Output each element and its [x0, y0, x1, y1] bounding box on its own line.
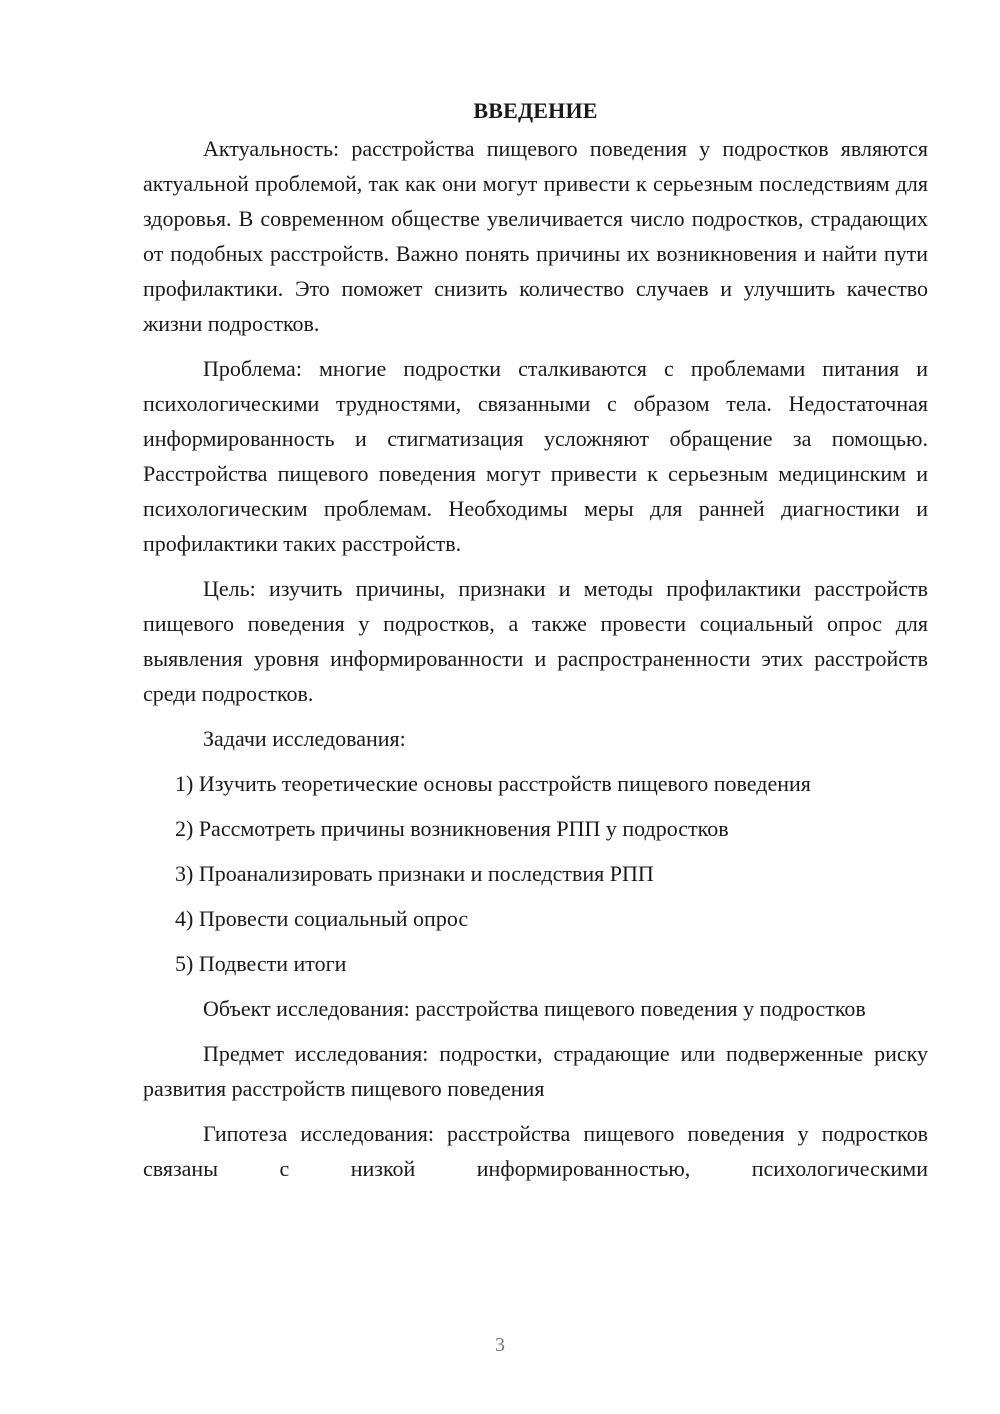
page-title: ВВЕДЕНИЕ: [473, 98, 598, 123]
task-item: 4) Провести социальный опрос: [175, 906, 469, 931]
paragraph-relevance: Актуальность: расстройства пищевого поведения у подростков являются актуальной проблемой, так как они могут привести к серьезным последствиям для здоровья. В современном обществе увеличивается число подростков, страдающих от подобных расстройств. Важно понять причины их возникновения и найти пути профилактики. Это поможет снизить количество случаев и улучшить качество жизни подростков.: [143, 136, 928, 336]
task-item: 5) Подвести итоги: [175, 951, 347, 976]
task-item: 1) Изучить теоретические основы расстройств пищевого поведения: [175, 771, 811, 796]
paragraph-subject: Предмет исследования: подростки, страдающие или подверженные риску развития расстройств пищевого поведения: [143, 1041, 928, 1101]
document-page: [143, 96, 928, 1196]
paragraph-goal: Цель: изучить причины, признаки и методы профилактики расстройств пищевого поведения у подростков, а также провести социальный опрос для выявления уровня информированности и распространенности этих расстройств среди подростков.: [143, 576, 928, 706]
task-item: 3) Проанализировать признаки и последствия РПП: [175, 861, 654, 886]
paragraph-hypothesis: Гипотеза исследования: расстройства пищевого поведения у подростков связаны с низкой информированностью, психологическими: [143, 1121, 928, 1181]
page-number: 3: [495, 1334, 505, 1356]
tasks-list: [143, 766, 928, 981]
paragraph-problem: Проблема: многие подростки сталкиваются с проблемами питания и психологическими трудностями, связанными с образом тела. Недостаточная информированность и стигматизация усложняют обращение за помощью. Расстройства пищевого поведения могут привести к серьезным медицинским и психологическим проблемам. Необходимы меры для ранней диагностики и профилактики таких расстройств.: [143, 356, 928, 556]
tasks-label: Задачи исследования:: [203, 726, 406, 751]
paragraph-object: Объект исследования: расстройства пищевого поведения у подростков: [203, 996, 866, 1021]
task-item: 2) Рассмотреть причины возникновения РПП у подростков: [175, 816, 729, 841]
